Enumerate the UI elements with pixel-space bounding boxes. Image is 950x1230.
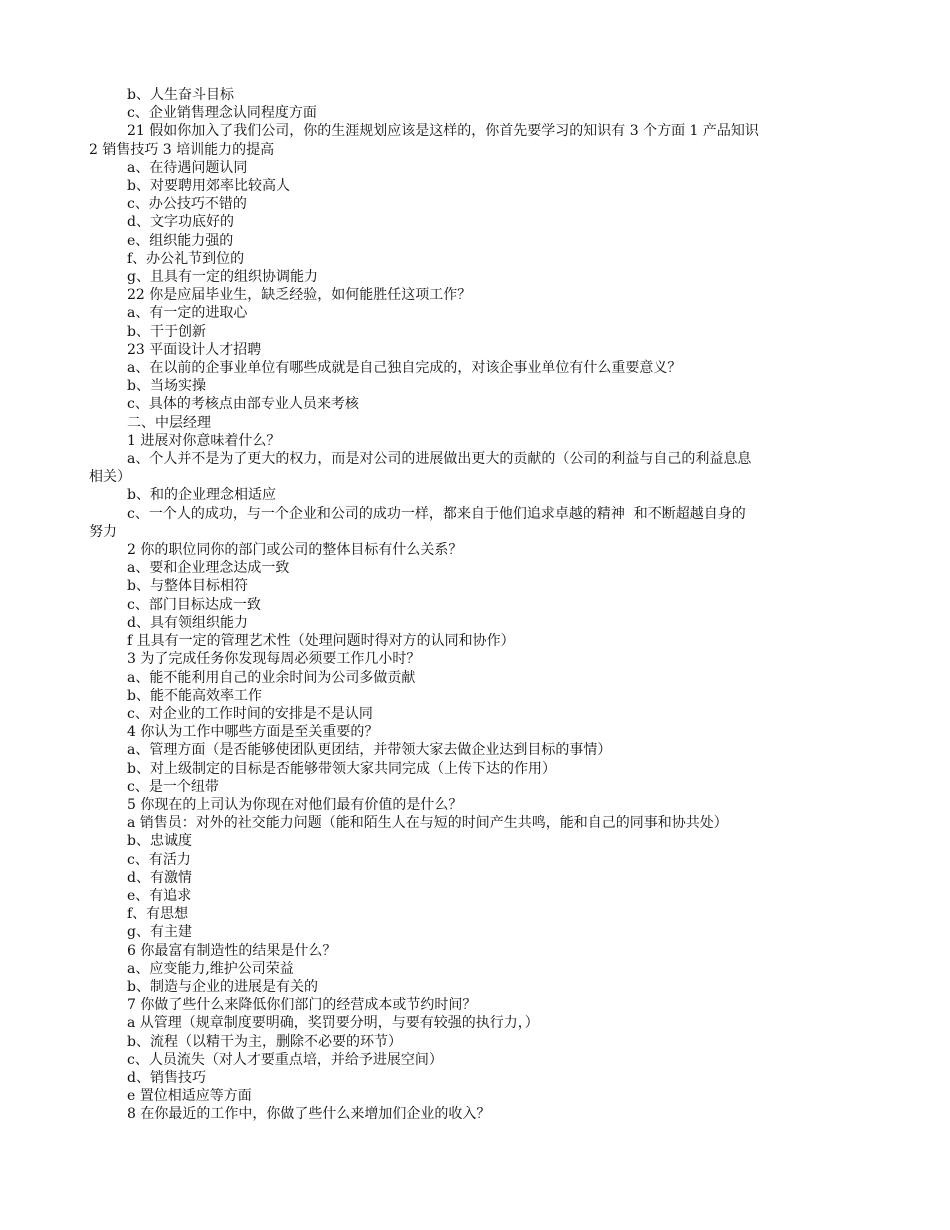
text-line: c、部门目标达成一致 [127,596,261,613]
text-line: 7 你做了些什么来降低你们部门的经营成本或节约时间？ [127,997,477,1014]
text-line: d、文字功底好的 [127,214,234,231]
text-line: b、与整体目标相符 [127,578,248,595]
text-line: c、人员流失（对人才要重点培，并给予进展空间） [127,1051,443,1068]
text-line: e、组织能力强的 [127,232,234,249]
text-line: c、有活力 [127,851,191,868]
text-line: 21 假如你加入了我们公司，你的生涯规划应该是这样的，你首先要学习的知识有 3 个方面 1 产品知识 [127,123,759,140]
text-line: e 置位相适应等方面 [127,1088,252,1105]
text-line: 4 你认为工作中哪些方面是至关重要的？ [127,724,379,741]
text-line: d、有激情 [127,869,192,886]
text-line: 二、中层经理 [127,414,211,431]
text-line: f、有思想 [127,906,189,923]
text-line: 5 你现在的上司认为你现在对他们最有价值的是什么？ [127,796,463,813]
text-line: d、销售技巧 [127,1069,206,1086]
text-line: 2 销售技巧 3 培训能力的提高 [89,141,275,158]
text-line: b、当场实操 [127,378,206,395]
text-line: c、具体的考核点由部专业人员来考核 [127,396,359,413]
text-line: b、忠诚度 [127,833,192,850]
text-line: a、应变能力,维护公司荣益 [127,960,294,977]
text-line: c、对企业的工作时间的安排是不是认同 [127,705,373,722]
text-line: b、干于创新 [127,323,206,340]
text-line: a、在待遇问题认同 [127,159,248,176]
text-line: a 销售员：对外的社交能力问题（能和陌生人在与短的时间产生共鸣，能和自己的同事和协共处） [127,815,728,832]
text-line: 1 进展对你意味着什么？ [127,432,281,449]
text-line: 6 你最富有制造性的结果是什么？ [127,942,337,959]
text-line: b、能不能高效率工作 [127,687,262,704]
text-line: a、管理方面（是否能够使团队更团结，并带领大家去做企业达到目标的事情） [127,742,612,759]
text-line: c、企业销售理念认同程度方面 [127,105,317,122]
text-line: b、对上级制定的目标是否能够带领大家共同完成（上传下达的作用） [127,760,556,777]
text-line: a、在以前的企事业单位有哪些成就是自己独自完成的，对该企事业单位有什么重要意义？ [127,360,682,377]
text-line: 23 平面设计人才招聘 [127,341,262,358]
text-line: a、个人并不是为了更大的权力，而是对公司的进展做出更大的贡献的（公司的利益与自己的利益息息 [127,451,752,468]
text-line: 22 你是应届毕业生，缺乏经验，如何能胜任这项工作？ [127,287,472,304]
text-line: g、有主建 [127,924,192,941]
text-line: c、一个人的成功，与一个企业和公司的成功一样，都来自于他们追求卓越的精神 和不断超越自身的 [127,505,746,522]
text-line: b、和的企业理念相适应 [127,487,276,504]
text-line: g、且具有一定的组织协调能力 [127,269,318,286]
text-line: c、办公技巧不错的 [127,196,247,213]
text-line: b、人生奋斗目标 [127,87,234,103]
document-page [89,86,861,1124]
text-line: f 且具有一定的管理艺术性（处理问题时得对方的认同和协作） [127,633,515,650]
text-line: b、制造与企业的进展是有关的 [127,978,318,995]
text-line: c、是一个纽带 [127,778,219,795]
text-line: a 从管理（规章制度要明确，奖罚要分明，与要有较强的执行力，） [127,1015,539,1032]
text-line: 努力 [89,523,117,540]
text-line: a、有一定的进取心 [127,305,248,322]
text-line: b、流程（以精干为主，删除不必要的环节） [127,1033,402,1050]
text-line: b、对要聘用郊率比较高人 [127,178,290,195]
text-line: d、具有领组织能力 [127,614,248,631]
text-line: e、有追求 [127,887,192,904]
text-line: f、办公礼节到位的 [127,250,245,267]
text-line: 2 你的职位同你的部门或公司的整体目标有什么关系？ [127,542,463,559]
text-line: 3 为了完成任务你发现每周必须要工作几小时？ [127,651,421,668]
text-line: 8 在你最近的工作中，你做了些什么来增加们企业的收入？ [127,1106,491,1123]
text-line: a、能不能利用自己的业余时间为公司多做贡献 [127,669,416,686]
text-line: a、要和企业理念达成一致 [127,560,290,577]
text-line: 相关） [89,469,131,486]
